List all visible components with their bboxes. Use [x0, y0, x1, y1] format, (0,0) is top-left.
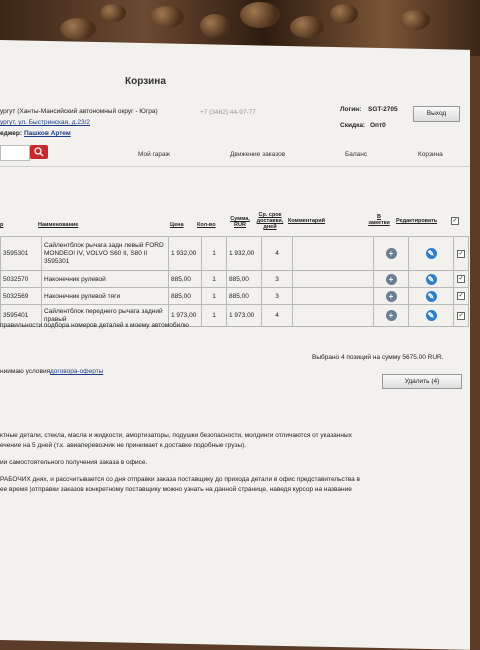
discount-label: Скидка: [340, 122, 366, 129]
part-name-cell: Наконечник рулевой [42, 271, 169, 288]
cart-table [0, 236, 469, 327]
delivery-cell: 3 [262, 271, 293, 288]
row-select-checkbox[interactable]: ✓ [458, 276, 464, 282]
col-sum-header[interactable]: Сумма, RUR [230, 216, 250, 228]
note-line: ктные детали, стекла, масла и жидкости, амортизаторы, подушки безопасности, молдинги отличаются от указанных [0, 432, 352, 439]
nav-divider [0, 166, 470, 167]
discount-value: Опт0 [370, 122, 386, 129]
office-address-link[interactable]: ургут, ул. Быстринская, д.23/2 [0, 119, 91, 126]
nav-cart[interactable]: Корзина [418, 151, 443, 158]
coffee-bean-decoration [100, 4, 126, 22]
qty-cell[interactable]: 1 [202, 237, 227, 271]
coffee-bean-decoration [60, 18, 96, 40]
comment-cell[interactable] [293, 271, 374, 288]
search-button[interactable] [30, 145, 48, 159]
select-all-checkbox[interactable]: ✓ [452, 218, 458, 224]
note-line: РАБОЧИХ днях, и рассчитывается со дня отправки заказа поставщику до прихода детали в офис представительства в [0, 476, 361, 483]
add-to-notes-icon[interactable]: + [386, 248, 397, 259]
delete-selected-button[interactable]: Удалить (4) [382, 374, 462, 389]
col-delivery-header[interactable]: Ср. срок доставки, дней [256, 212, 284, 230]
region-text: ургут (Ханты-Мансийский автономный округ - Югра) [0, 108, 158, 115]
part-number-cell: 5032570 [1, 271, 42, 288]
note-line: ии самостоятельного получения заказа в офисе. [0, 459, 148, 466]
nav-orders-movement[interactable]: Движение заказов [230, 151, 286, 158]
page-title: Корзина [125, 76, 166, 87]
part-name-cell: Сайлентблок переднего рычага задний правый [42, 305, 169, 327]
table-row [1, 288, 469, 305]
note-line: ечение на 5 дней (т.к. авиаперевозчик не принимает к доставке подобные грузы). [0, 442, 247, 449]
edit-cell [409, 288, 454, 305]
manager-name-link[interactable]: Пашков Артем [24, 130, 71, 137]
notes-cell [374, 237, 409, 271]
comment-cell[interactable] [293, 237, 374, 271]
col-notes-header[interactable]: В заметки [368, 214, 390, 226]
login-value: SGT-2705 [368, 106, 398, 113]
edit-pencil-icon[interactable]: ✎ [426, 291, 437, 302]
edit-cell [409, 271, 454, 288]
search-icon [30, 145, 48, 159]
edit-pencil-icon[interactable]: ✎ [426, 274, 437, 285]
part-name-cell: Сайлентблок рычага задн левый FORD MONDEO! IV, VOLVO S60 II, S80 II 3595301 [42, 237, 169, 271]
note-line: ее время )отправки заказов конкретному поставщику можно узнать на данной странице, наведя курсор на название [0, 486, 352, 493]
qty-cell[interactable]: 1 [202, 305, 227, 327]
price-cell: 885,00 [169, 271, 202, 288]
sum-cell: 1 973,00 [227, 305, 262, 327]
part-name-cell: Наконечник рулевой тяги [42, 288, 169, 305]
login-label: Логин: [340, 106, 362, 113]
sum-cell: 885,00 [227, 288, 262, 305]
select-cell [454, 305, 469, 327]
nav-balance[interactable]: Баланс [345, 151, 368, 158]
price-cell: 1 973,00 [169, 305, 202, 327]
notes-cell [374, 271, 409, 288]
part-number-cell: 5032569 [1, 288, 42, 305]
nav-my-garage[interactable]: Мой гараж [138, 151, 170, 158]
col-number-header[interactable]: р [0, 222, 4, 228]
qty-cell[interactable]: 1 [202, 288, 227, 305]
select-cell [454, 271, 469, 288]
phone-text: +7 (3462) 44-97-77 [200, 109, 256, 116]
row-select-checkbox[interactable]: ✓ [458, 312, 464, 319]
search-input[interactable] [0, 145, 30, 161]
col-qty-header[interactable]: Кол-во [197, 222, 216, 228]
edit-cell [409, 237, 454, 271]
select-cell [454, 288, 469, 305]
col-edit-header[interactable]: Редактировать [396, 218, 438, 224]
manager-label: еджер: [0, 130, 23, 137]
add-to-notes-icon[interactable]: + [386, 310, 397, 321]
site-page [0, 48, 470, 640]
coffee-bean-decoration [290, 16, 324, 38]
edit-pencil-icon[interactable]: ✎ [426, 248, 437, 259]
table-row [1, 271, 469, 288]
delivery-cell: 3 [262, 288, 293, 305]
edit-cell [409, 305, 454, 327]
sum-cell: 885,00 [227, 271, 262, 288]
edit-pencil-icon[interactable]: ✎ [426, 310, 437, 321]
check-numbers-note: правильности подбора номеров деталей к моему автомобилю [0, 322, 189, 329]
coffee-bean-decoration [240, 2, 280, 28]
qty-cell[interactable]: 1 [202, 271, 227, 288]
col-price-header[interactable]: Цена [170, 222, 184, 228]
row-select-checkbox[interactable]: ✓ [458, 293, 464, 299]
coffee-bean-decoration [400, 10, 430, 30]
add-to-notes-icon[interactable]: + [386, 274, 397, 285]
col-name-header[interactable]: Наименование [38, 222, 79, 228]
price-cell: 885,00 [169, 288, 202, 305]
price-cell: 1 932,00 [169, 237, 202, 271]
coffee-bean-decoration [200, 14, 230, 38]
terms-prefix: ниимаю условия [0, 368, 51, 375]
selected-summary: Выбрано 4 позиций на сумму 5675.00 RUR. [312, 354, 444, 361]
select-cell [454, 237, 469, 271]
comment-cell[interactable] [293, 288, 374, 305]
logout-button[interactable]: Выход [413, 106, 460, 122]
delivery-cell: 4 [262, 237, 293, 271]
col-comment-header[interactable]: Комментарий [288, 218, 326, 224]
notes-cell [374, 305, 409, 327]
contract-offer-link[interactable]: договора-оферты [50, 368, 104, 375]
table-row [1, 237, 469, 271]
coffee-bean-decoration [330, 4, 358, 24]
add-to-notes-icon[interactable]: + [386, 291, 397, 302]
notes-cell [374, 288, 409, 305]
comment-cell[interactable] [293, 305, 374, 327]
delivery-cell: 4 [262, 305, 293, 327]
part-number-cell: 3595401 [1, 305, 42, 327]
sum-cell: 1 932,00 [227, 237, 262, 271]
row-select-checkbox[interactable]: ✓ [458, 250, 464, 257]
coffee-bean-decoration [150, 6, 184, 28]
part-number-cell: 3595301 [1, 237, 42, 271]
